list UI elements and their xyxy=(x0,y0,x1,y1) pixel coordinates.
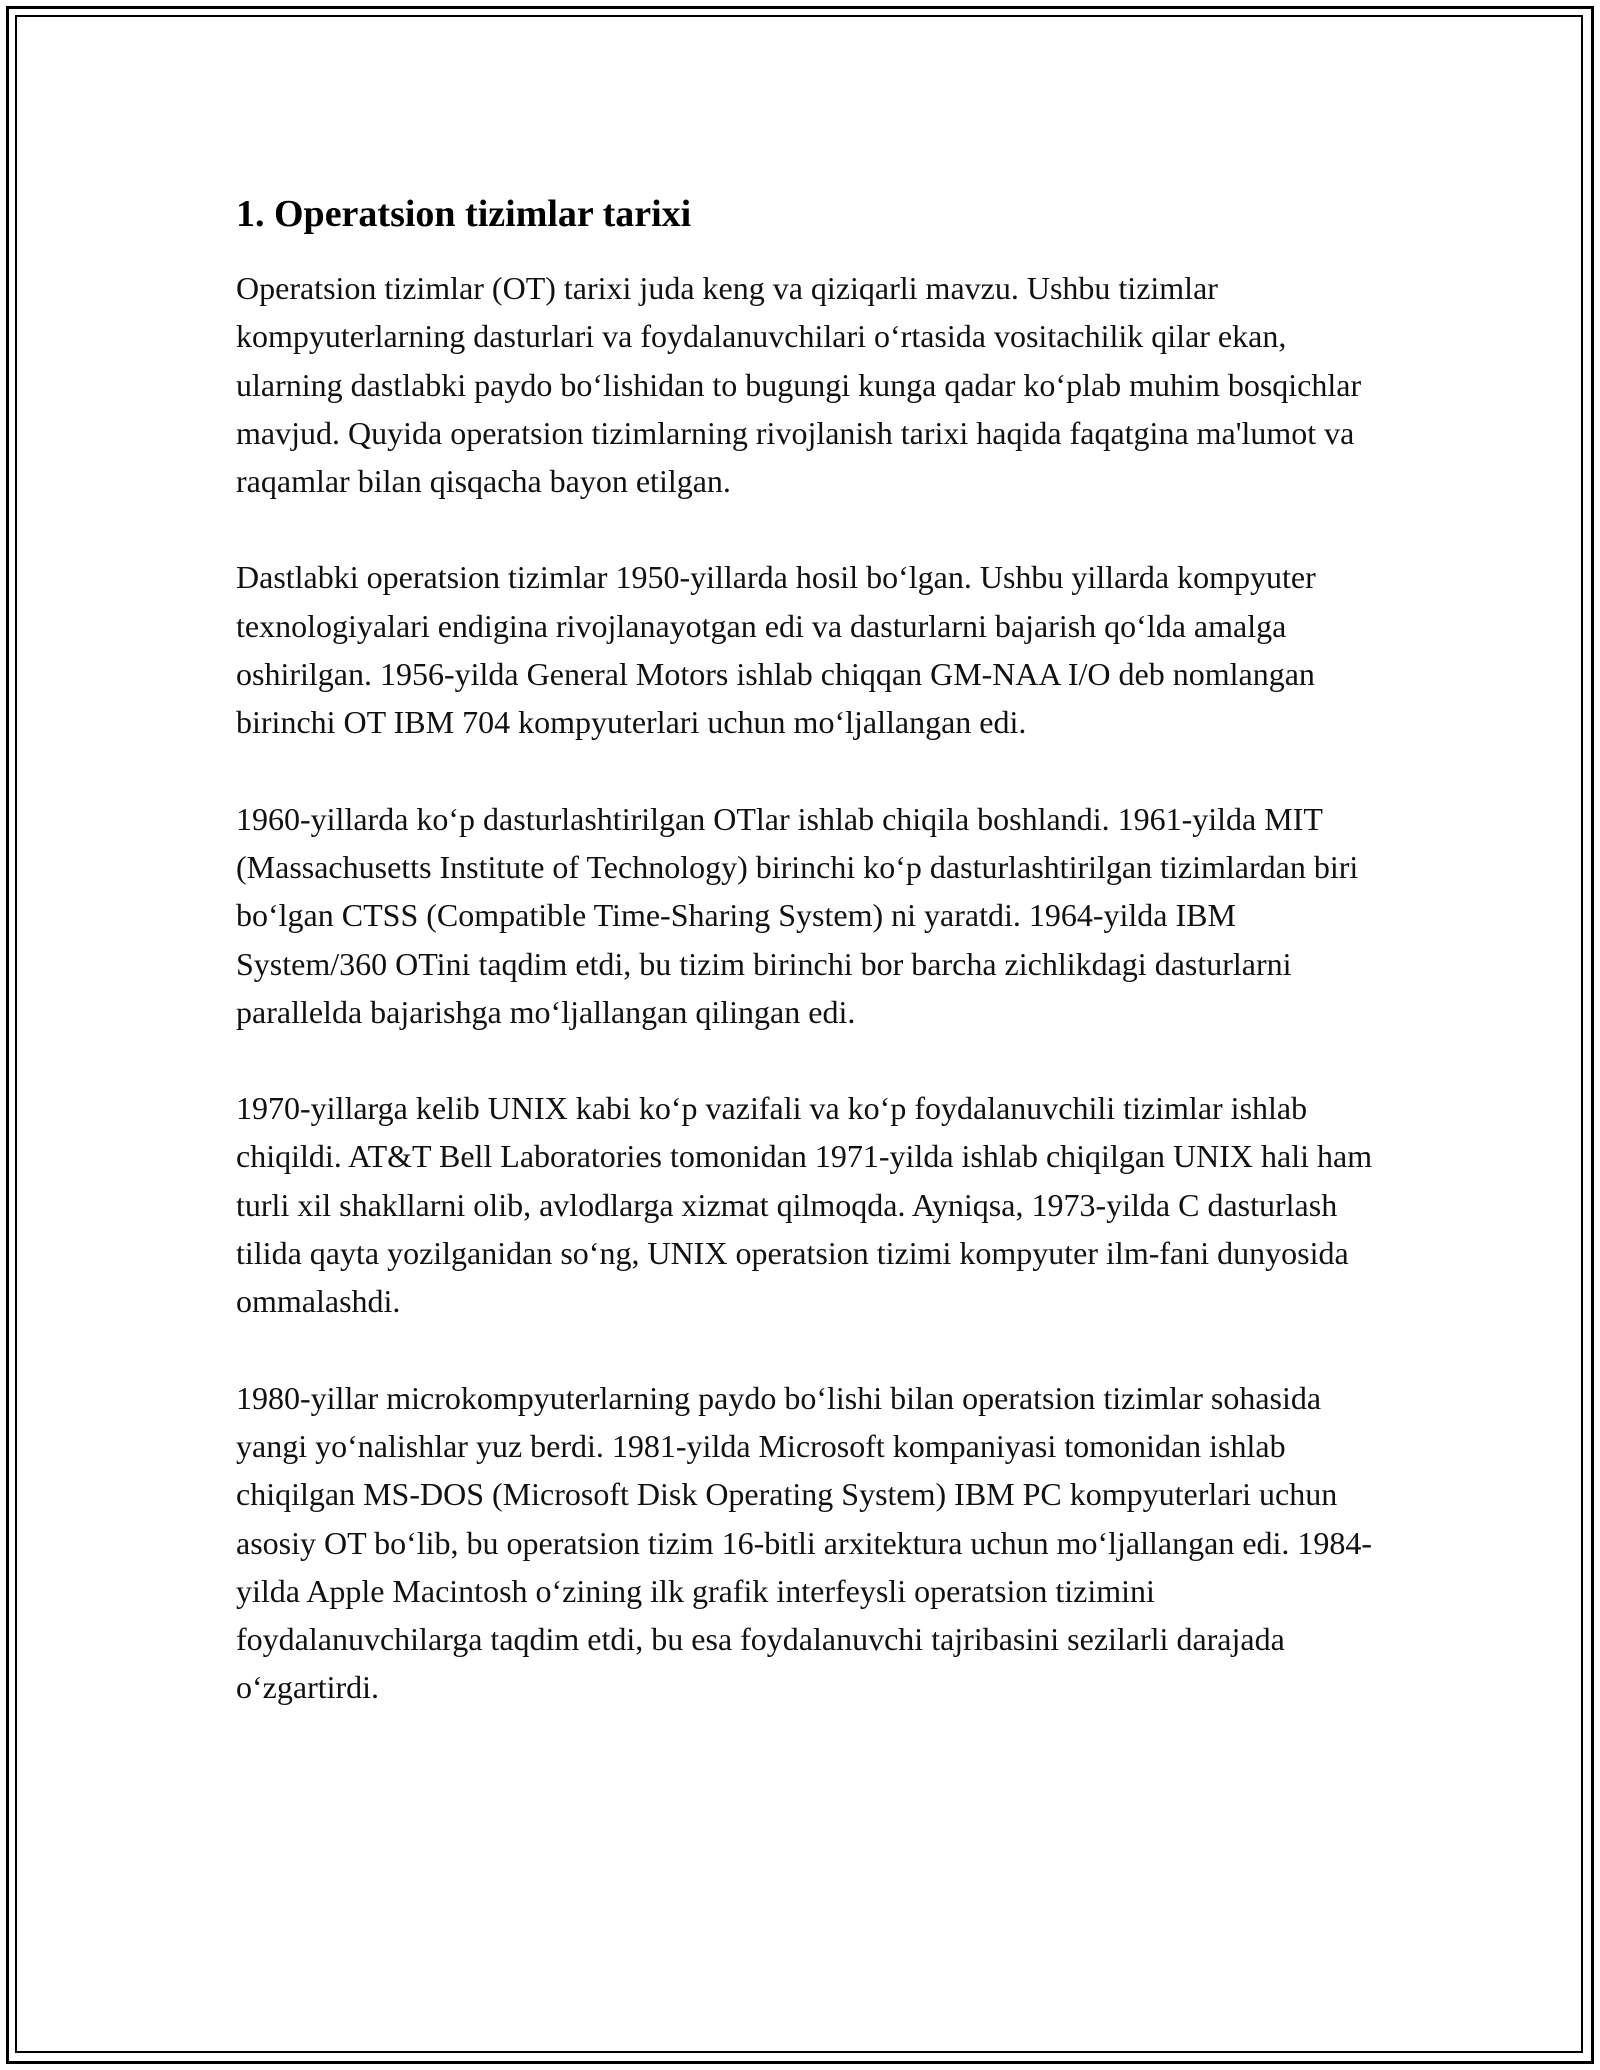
history-1970s-paragraph: 1970-yillarga kelib UNIX kabi ko‘p vazifali va ko‘p foydalanuvchili tizimlar ishlab chiqildi. AT&T Bell Laboratories tomonidan 1971-yilda ishlab chiqilgan UNIX hali ham turli xil shakllarni olib, avlodlarga xizmat qilmoqda. Ayniqsa, 1973-yilda C dasturlash tilida qayta yozilganidan so‘ng, UNIX operatsion tizimi kompyuter ilm-fani dunyosida ommalashdi. xyxy=(236,1090,1373,1320)
history-1980s-paragraph: 1980-yillar microkompyuterlarning paydo bo‘lishi bilan operatsion tizimlar sohasida yangi yo‘nalishlar yuz berdi. 1981-yilda Microsoft kompaniyasi tomonidan ishlab chiqilgan MS-DOS (Microsoft Disk Operating System) IBM PC kompyuterlari uchun asosiy OT bo‘lib, bu operatsion tizim 16-bitli arxitektura uchun mo‘ljallangan edi. 1984-yilda Apple Macintosh o‘zining ilk grafik interfeysli operatsion tizimini foydalanuvchilarga taqdim etdi, bu esa foydalanuvchi tajribasini sezilarli darajada o‘zgartirdi. xyxy=(236,1379,1373,1706)
history-1960s-paragraph: 1960-yillarda ko‘p dasturlashtirilgan OTlar ishlab chiqila boshlandi. 1961-yilda MIT (Massachusetts Institute of Technology) birinchi ko‘p dasturlashtirilgan tizimlardan biri bo‘lgan CTSS (Compatible Time-Sharing System) ni yaratdi. 1964-yilda IBM System/360 OTini taqdim etdi, bu tizim birinchi bor barcha zichlikdagi dasturlarni parallelda bajarishga mo‘ljallangan qilingan edi. xyxy=(236,800,1359,1030)
section-heading: 1. Operatsion tizimlar tarixi xyxy=(236,193,692,235)
document-body xyxy=(236,188,1376,1712)
history-1950s-paragraph: Dastlabki operatsion tizimlar 1950-yillarda hosil bo‘lgan. Ushbu yillarda kompyuter texnologiyalari endigina rivojlanayotgan edi va dasturlarni bajarish qo‘lda amalga oshirilgan. 1956-yilda General Motors ishlab chiqqan GM-NAA I/O deb nomlangan birinchi OT IBM 704 kompyuterlari uchun mo‘ljallangan edi. xyxy=(236,559,1316,741)
intro-paragraph: Operatsion tizimlar (OT) tarixi juda keng va qiziqarli mavzu. Ushbu tizimlar kompyuterlarning dasturlari va foydalanuvchilari o‘rtasida vositachilik qilar ekan, ularning dastlabki paydo bo‘lishidan to bugungi kunga qadar ko‘plab muhim bosqichlar mavjud. Quyida operatsion tizimlarning rivojlanish tarixi haqida faqatgina ma'lumot va raqamlar bilan qisqacha bayon etilgan. xyxy=(236,270,1362,500)
